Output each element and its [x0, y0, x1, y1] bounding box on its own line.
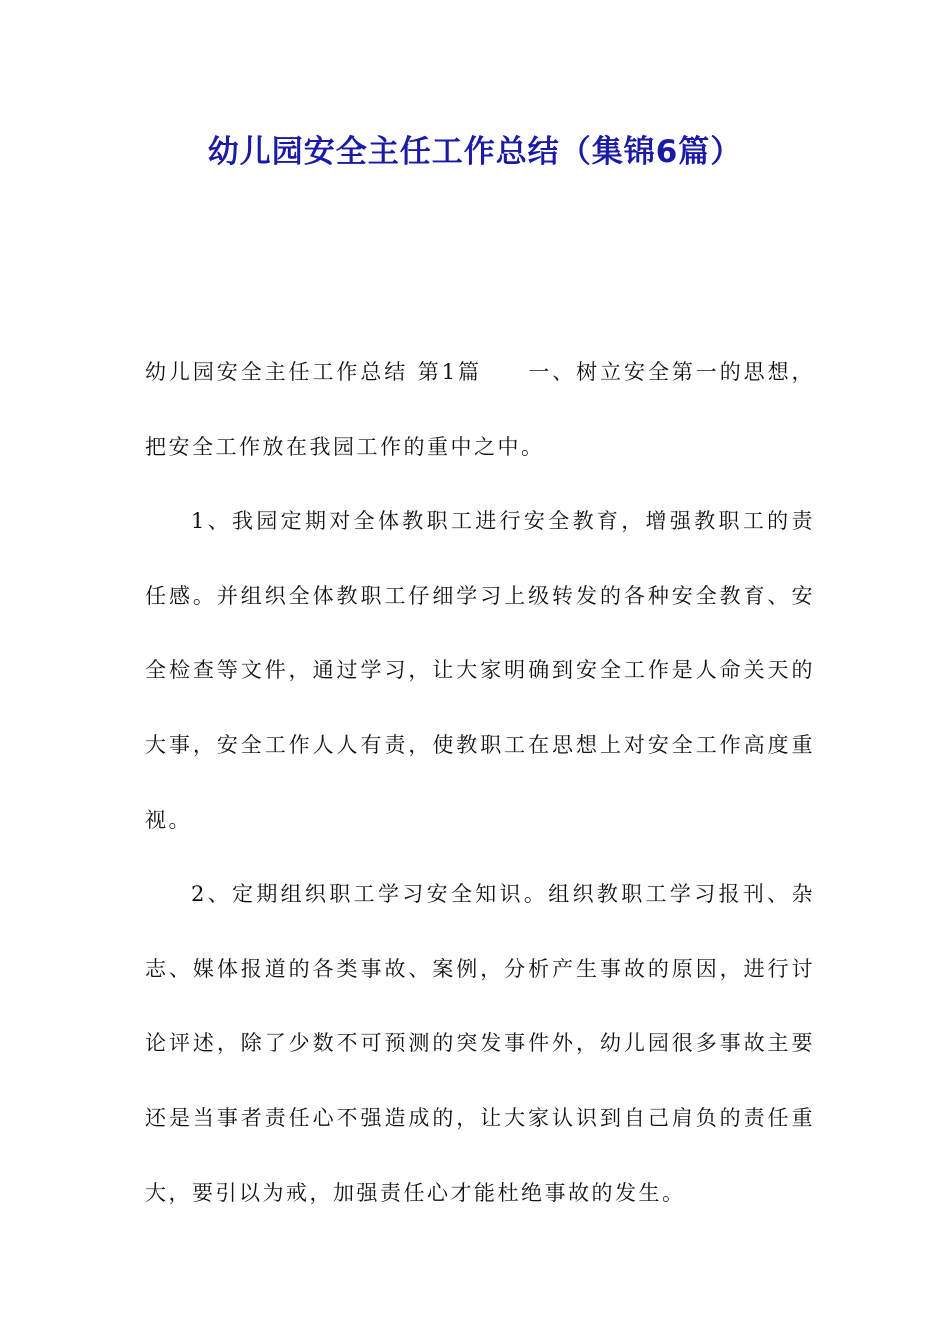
paragraph-1-text: 一、树立安全第一的思想，把安全工作放在我园工作的重中之中。 [145, 360, 815, 459]
section-heading: 幼儿园安全主任工作总结 第1篇 [145, 360, 482, 384]
document-body [145, 335, 815, 1230]
paragraph-2: 1、我园定期对全体教职工进行安全教育，增强教职工的责任感。并组织全体教职工仔细学习上级转发的各种安全教育、安全检查等文件，通过学习，让大家明确到安全工作是人命关天的大事，安全工作人人有责，使教职工在思想上对安全工作高度重视。 [145, 509, 815, 832]
paragraph-1 [145, 335, 815, 484]
document-title: 幼儿园安全主任工作总结（集锦6篇） [207, 134, 743, 170]
paragraph-3: 2、定期组织职工学习安全知识。组织教职工学习报刊、杂志、媒体报道的各类事故、案例，分析产生事故的原因，进行讨论评述，除了少数不可预测的突发事件外，幼儿园很多事故主要还是当事者责任心不强造成的，让大家认识到自己肩负的责任重大，要引以为戒，加强责任心才能杜绝事故的发生。 [145, 882, 815, 1205]
